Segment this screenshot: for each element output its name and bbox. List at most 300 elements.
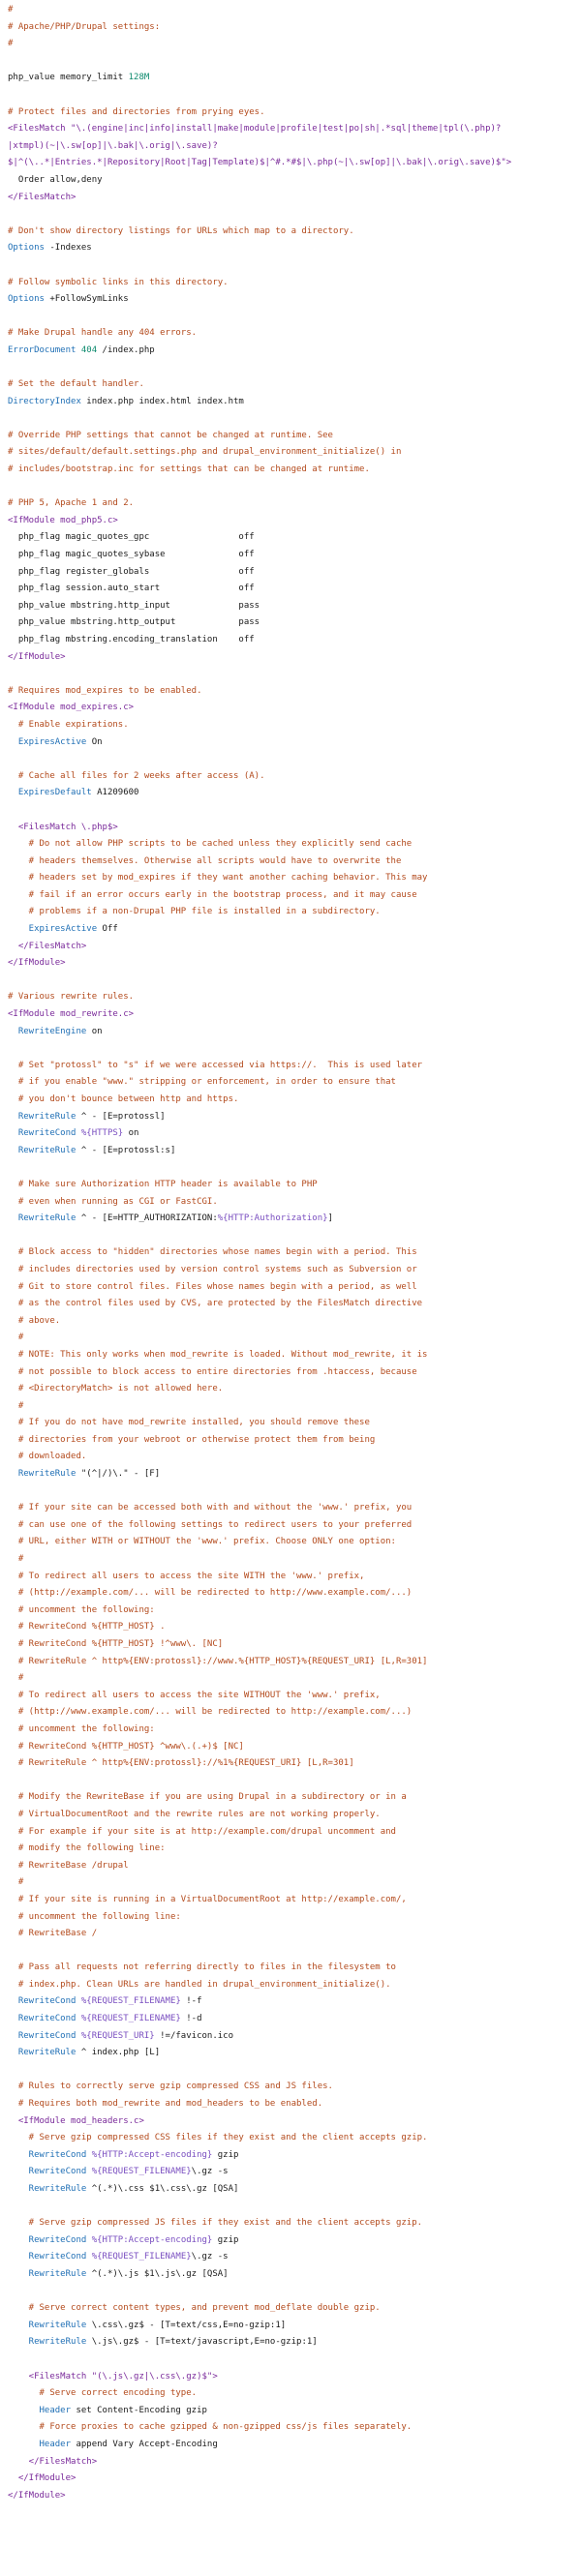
code-text: ] [327,1213,333,1224]
code-line [8,343,573,360]
code-comment: # Apache/PHP/Drupal settings: [8,21,161,32]
code-comment: # <DirectoryMatch> is not allowed here. [8,1384,224,1394]
code-tag: </FilesMatch> [8,941,87,951]
code-line [8,1006,573,1024]
code-line [8,2471,573,2488]
code-line [8,376,573,394]
code-comment: # Cache all files for 2 weeks after access (A). [8,770,265,781]
code-line [8,1109,573,1126]
code-comment: # Enable expirations. [8,719,129,730]
code-line [8,1807,573,1824]
code-line [8,1858,573,1875]
code-line [8,1092,573,1109]
code-comment: # sites/default/default.settings.php and drupal_environment_initialize() in [8,447,402,458]
code-line [8,717,573,734]
code-text: gzip [212,2149,239,2160]
code-text: php_value mbstring.http_input pass [8,600,260,611]
code-comment: # RewriteBase /drupal [8,1860,129,1871]
code-line [8,2079,573,2096]
code-line [8,820,573,837]
code-tag: <FilesMatch "(\.js\.gz|\.css\.gz)$"> [8,2371,218,2381]
code-line [8,1755,573,1773]
code-line [8,955,573,973]
code-variable: %{HTTP:Authorization} [217,1213,328,1224]
code-text: Off [102,924,118,935]
code-comment: # Do not allow PHP scripts to be cached unless they explicitly send cache [8,839,413,850]
code-line [8,2028,573,2046]
code-line [8,904,573,921]
code-tag: |xtmpl)(~|\.sw[op]|\.bak|\.orig|\.save)? [8,140,218,151]
code-line [8,921,573,939]
code-line [8,105,573,122]
code-directive: Header [8,2405,76,2415]
code-text: php_flag session.auto_start off [8,584,255,594]
code-line [8,53,573,71]
code-line [8,291,573,309]
code-line [8,1993,573,2011]
code-comment: # [8,1400,24,1411]
code-line [8,1636,573,1654]
code-tag: <IfModule mod_expires.c> [8,703,135,713]
code-comment: # For example if your site is at http://example.com/drupal uncomment and [8,1826,396,1837]
code-line [8,275,573,292]
code-comment: # Serve gzip compressed CSS files if they exist and the client accepts gzip. [8,2133,428,2143]
code-directive: RewriteRule [8,2268,92,2279]
code-line [8,1654,573,1671]
code-variable: %{HTTP:Accept-encoding} [91,2234,213,2245]
code-comment: # [8,1333,24,1343]
code-comment: # VirtualDocumentRoot and the rewrite rules are not working properly. [8,1809,381,1819]
code-text: on [91,1026,103,1036]
code-line [8,1926,573,1943]
code-line [8,2113,573,2131]
code-line [8,2284,573,2301]
code-line [8,1824,573,1842]
code-line [8,700,573,717]
code-text: ^(.*)\.js $1\.js\.gz [QSA] [91,2268,229,2279]
code-line [8,495,573,513]
code-comment: # RewriteBase / [8,1929,98,1939]
code-text: php_flag magic_quotes_gpc off [8,532,255,543]
code-comment: # Modify the RewriteBase if you are using Drupal in a subdirectory or in a [8,1792,407,1803]
code-line [8,1909,573,1927]
code-line [8,1517,573,1535]
code-variable: %{REQUEST_URI} [80,2030,155,2041]
code-directive: RewriteCond [8,1128,81,1139]
code-tag: </IfModule> [8,2473,76,2484]
code-line [8,257,573,275]
code-line [8,1534,573,1551]
code-directive: RewriteCond [8,1996,81,2007]
code-text: !-d [180,2014,202,2024]
code-comment: # (http://example.com/... will be redirected to http://www.example.com/...) [8,1588,413,1599]
code-comment: # Serve correct content types, and prevent mod_deflate double gzip. [8,2303,381,2314]
code-line [8,598,573,615]
code-comment: # includes/bootstrap.inc for settings that can be changed at runtime. [8,464,370,475]
code-comment: # even when running as CGI or FastCGI. [8,1196,218,1207]
code-line [8,2369,573,2386]
code-tag: <IfModule mod_rewrite.c> [8,1009,135,1020]
code-comment: # downloaded. [8,1452,87,1462]
code-comment: # if you enable "www." stripping or enforcement, in order to ensure that [8,1077,396,1088]
code-directive: RewriteEngine [8,1026,92,1036]
code-comment: # Requires both mod_rewrite and mod_headers to be enabled. [8,2099,323,2110]
code-line [8,19,573,37]
code-directive: RewriteRule [8,2320,92,2330]
code-comment: # Override PHP settings that cannot be changed at runtime. See [8,430,333,440]
code-text: \.js\.gz$ - [T=text/javascript,E=no-gzip:1] [91,2337,318,2348]
code-comment: # problems if a non-Drupal PHP file is installed in a subdirectory. [8,907,381,917]
code-line [8,2488,573,2505]
code-comment: # Make Drupal handle any 404 errors. [8,328,198,339]
code-text: on [123,1128,139,1139]
code-line [8,359,573,376]
code-comment: # RewriteRule ^ http%{ENV:protossl}://www.%{HTTP_HOST}%{REQUEST_URI} [L,R=301] [8,1656,428,1666]
code-line [8,785,573,802]
code-tag: </IfModule> [8,2490,66,2501]
code-line [8,666,573,683]
code-comment: # NOTE: This only works when mod_rewrite is loaded. Without mod_rewrite, it is [8,1349,428,1360]
code-line [8,854,573,871]
code-comment: # uncomment the following line: [8,1911,181,1922]
code-line [8,529,573,547]
code-line [8,1585,573,1603]
code-tag: </IfModule> [8,958,66,969]
code-text: A1209600 [97,788,139,798]
code-line [8,2215,573,2232]
code-text: On [91,736,103,747]
code-comment: # URL, either WITH or WITHOUT the 'www.' prefix. Choose ONLY one option: [8,1537,396,1547]
code-line [8,1040,573,1058]
code-comment: # includes directories used by version control systems such as Subversion or [8,1264,417,1274]
code-directive: RewriteCond [8,2149,92,2160]
code-line [8,614,573,632]
code-text: \.gz -s [191,2252,229,2262]
code-line [8,1773,573,1790]
code-line [8,1296,573,1313]
code-line [8,1364,573,1382]
code-comment: # [8,5,14,15]
code-line [8,2130,573,2147]
code-variable: %{REQUEST_FILENAME} [91,2252,192,2262]
code-text: "(^|/)\." - [F] [80,1469,161,1480]
code-line [8,768,573,786]
code-line [8,2164,573,2181]
code-directive: ExpiresDefault [8,788,98,798]
code-line [8,138,573,156]
code-comment: # Follow symbolic links in this directory. [8,277,229,287]
code-line [8,2199,573,2216]
code-text: -Indexes [49,243,92,254]
code-directive: RewriteRule [8,1469,81,1480]
code-tag: </FilesMatch> [8,192,76,202]
code-comment: # RewriteCond %{HTTP_HOST} ^www\.(.+)$ [NC] [8,1741,244,1752]
code-line [8,1074,573,1092]
code-comment: # Serve correct encoding type. [8,2388,198,2399]
code-directive: RewriteCond [8,2252,92,2262]
code-comment: # [8,1877,24,1888]
code-line [8,2300,573,2318]
code-line [8,1313,573,1331]
code-comment: # you don't bounce between http and https. [8,1094,239,1104]
code-line [8,836,573,854]
code-line [8,36,573,53]
code-line [8,1058,573,1075]
code-directive: RewriteRule [8,2337,92,2348]
code-variable: %{REQUEST_FILENAME} [91,2167,192,2177]
code-tag: <IfModule mod_headers.c> [8,2115,144,2126]
code-comment: # [8,1554,24,1565]
code-tag: <FilesMatch "\.(engine|inc|info|install|make|module|profile|test|po|sh|.*sql|theme|tpl(\.php)? [8,124,502,135]
code-line [8,190,573,207]
code-line [8,1704,573,1722]
code-line [8,1739,573,1756]
code-directive: ExpiresActive [8,736,92,747]
code-text: append Vary Accept-Encoding [76,2439,218,2449]
code-text: \.css\.gz$ - [T=text/css,E=no-gzip:1] [91,2320,287,2330]
code-variable: %{HTTP:Accept-encoding} [91,2149,213,2160]
code-line [8,1841,573,1858]
code-line [8,2334,573,2351]
code-text: php_flag magic_quotes_sybase off [8,550,255,559]
code-number: 128M [128,73,150,83]
code-line [8,1483,573,1501]
code-text: set Content-Encoding gzip [76,2405,207,2415]
code-line [8,2403,573,2420]
code-text: /index.php [97,344,155,355]
code-line [8,2062,573,2080]
code-directive: ErrorDocument [8,344,81,355]
code-comment: # Rules to correctly serve gzip compressed CSS and JS files. [8,2082,333,2092]
code-line [8,1688,573,1705]
code-comment: # To redirect all users to access the site WITHOUT the 'www.' prefix, [8,1690,381,1700]
code-line [8,2351,573,2369]
code-directive: RewriteCond [8,2030,81,2041]
code-text: +FollowSymLinks [49,294,129,305]
code-directive: RewriteCond [8,2234,92,2245]
code-text: \.gz -s [191,2167,229,2177]
code-text: ^ index.php [L] [80,2048,161,2058]
code-comment: # above. [8,1315,61,1326]
code-line [8,1670,573,1688]
code-text: !=/favicon.ico [154,2030,233,2041]
code-line [8,1892,573,1909]
code-comment: # modify the following line: [8,1843,166,1854]
code-line [8,1874,573,1892]
code-line [8,1143,573,1160]
code-line [8,410,573,428]
code-line [8,1619,573,1636]
code-line [8,2011,573,2028]
code-line [8,887,573,905]
code-line [8,649,573,667]
code-tag: </IfModule> [8,651,66,662]
code-variable: %{REQUEST_FILENAME} [80,2014,181,2024]
code-comment: # Don't show directory listings for URLs which map to a directory. [8,225,354,236]
code-line [8,444,573,462]
code-line [8,206,573,224]
code-directive: RewriteRule [8,1111,81,1122]
code-line [8,479,573,496]
code-directive: RewriteRule [8,1145,81,1155]
code-comment: # (http://www.example.com/... will be redirected to http://example.com/...) [8,1707,413,1718]
code-text: !-f [180,1996,202,2007]
code-line [8,87,573,105]
code-text: php_value mbstring.http_output pass [8,617,260,628]
code-variable: %{HTTPS} [80,1128,124,1139]
code-text: ^ - [E=HTTP_AUTHORIZATION: [80,1213,218,1224]
code-tag: </FilesMatch> [8,2456,98,2467]
code-line [8,70,573,87]
code-comment: # RewriteCond %{HTTP_HOST} . [8,1622,166,1632]
code-line [8,734,573,752]
code-line [8,224,573,241]
code-comment: # headers themselves. Otherwise all scripts would have to overwrite the [8,855,402,866]
code-number: 404 [80,344,98,355]
code-comment: # Pass all requests not referring directly to files in the filesystem to [8,1962,396,1973]
code-directive: ExpiresActive [8,924,103,935]
code-line [8,121,573,138]
code-line [8,1159,573,1177]
code-comment: # If you do not have mod_rewrite installed, you should remove these [8,1418,370,1428]
code-line [8,2385,573,2403]
code-variable: %{REQUEST_FILENAME} [80,1996,181,2007]
code-line [8,240,573,257]
code-line [8,564,573,582]
code-comment: # Set "protossl" to "s" if we were accessed via https://. This is used later [8,1060,423,1070]
code-comment: # as the control files used by CVS, are protected by the FilesMatch directive [8,1299,423,1309]
code-text: php_value memory_limit [8,73,129,83]
code-line [8,1789,573,1807]
code-line [8,2318,573,2335]
code-comment: # Force proxies to cache gzipped & non-gzipped css/js files separately. [8,2422,413,2433]
code-comment: # uncomment the following: [8,1723,155,1734]
code-line [8,2181,573,2199]
code-text: php_flag mbstring.encoding_translation off [8,634,255,644]
code-tag: $|^(\..*|Entries.*|Repository|Root|Tag|Template)$|^#.*#$|\.php(~|\.sw[op]|\.bak|\.orig\.save)$"> [8,158,512,168]
code-comment: # Various rewrite rules. [8,992,135,1003]
code-comment: # PHP 5, Apache 1 and 2. [8,498,135,509]
code-line [8,1722,573,1739]
code-line [8,2096,573,2113]
code-line [8,802,573,820]
code-line [8,462,573,479]
code-comment: # Git to store control files. Files whose names begin with a period, as well [8,1281,417,1292]
code-directive: DirectoryIndex [8,396,87,406]
code-directive: RewriteRule [8,2048,81,2058]
code-line [8,1551,573,1569]
code-line [8,1262,573,1279]
code-line [8,309,573,326]
code-line [8,1194,573,1212]
code-comment: # Requires mod_expires to be enabled. [8,685,202,696]
code-text: php_flag register_globals off [8,566,255,577]
code-directive: RewriteRule [8,2184,92,2194]
code-comment: # RewriteRule ^ http%{ENV:protossl}://%1%{REQUEST_URI} [L,R=301] [8,1758,354,1769]
code-line [8,2045,573,2062]
code-comment: # Protect files and directories from prying eyes. [8,106,265,117]
code-line [8,1569,573,1586]
code-line [8,2,573,19]
code-text: ^(.*)\.css $1\.css\.gz [QSA] [91,2184,239,2194]
code-line [8,870,573,887]
code-text: ^ - [E=protossl] [80,1111,166,1122]
code-comment: # [8,1673,24,1684]
code-line [8,1279,573,1297]
code-line [8,1466,573,1483]
code-tag: <IfModule mod_php5.c> [8,515,118,525]
code-directive: RewriteCond [8,2167,92,2177]
code-text: index.php index.html index.htm [86,396,244,406]
code-line [8,2249,573,2266]
code-line [8,513,573,530]
code-line [8,1177,573,1194]
code-line [8,1228,573,1245]
code-line [8,1960,573,1977]
code-line [8,1500,573,1517]
code-directive: Options [8,243,50,254]
code-line [8,2266,573,2284]
code-comment: # uncomment the following: [8,1604,155,1615]
code-line [8,1381,573,1398]
code-text: gzip [212,2234,239,2245]
code-line [8,155,573,172]
code-line [8,172,573,190]
code-line [8,683,573,701]
code-comment: # To redirect all users to access the site WITH the 'www.' prefix, [8,1571,365,1581]
code-comment: # [8,39,14,49]
code-text: Order allow,deny [8,174,103,185]
code-line [8,973,573,990]
code-line [8,939,573,956]
code-line [8,1603,573,1620]
code-line [8,1244,573,1262]
code-line [8,1415,573,1432]
code-line [8,394,573,411]
code-line [8,2437,573,2454]
code-comment: # Serve gzip compressed JS files if they exist and the client accepts gzip. [8,2218,423,2229]
code-line [8,547,573,564]
code-line [8,581,573,598]
code-line [8,1347,573,1364]
code-line [8,2454,573,2471]
code-comment: # directories from your webroot or otherwise protect them from being [8,1434,376,1445]
code-line [8,1432,573,1450]
code-line [8,1125,573,1143]
code-line [8,1943,573,1961]
code-comment: # If your site is running in a VirtualDocumentRoot at http://example.com/, [8,1894,407,1904]
code-text: ^ - [E=protossl:s] [80,1145,176,1155]
code-line [8,325,573,343]
code-comment: # If your site can be accessed both with and without the 'www.' prefix, you [8,1503,413,1513]
code-line [8,2147,573,2165]
code-comment: # Set the default handler. [8,379,144,390]
code-comment: # Block access to "hidden" directories whose names begin with a period. This [8,1247,417,1258]
code-comment: # not possible to block access to entire directories from .htaccess, because [8,1366,417,1377]
code-comment: # fail if an error occurs early in the bootstrap process, and it may cause [8,889,417,900]
code-tag: <FilesMatch \.php$> [8,822,118,832]
code-line [8,428,573,445]
code-comment: # Make sure Authorization HTTP header is available to PHP [8,1179,318,1189]
code-directive: Options [8,294,50,305]
code-directive: RewriteCond [8,2014,81,2024]
code-comment: # can use one of the following settings to redirect users to your preferred [8,1519,413,1530]
code-directive: Header [8,2439,76,2449]
code-line [8,1449,573,1466]
code-line [8,2419,573,2437]
code-line [8,632,573,649]
code-line [8,1024,573,1041]
